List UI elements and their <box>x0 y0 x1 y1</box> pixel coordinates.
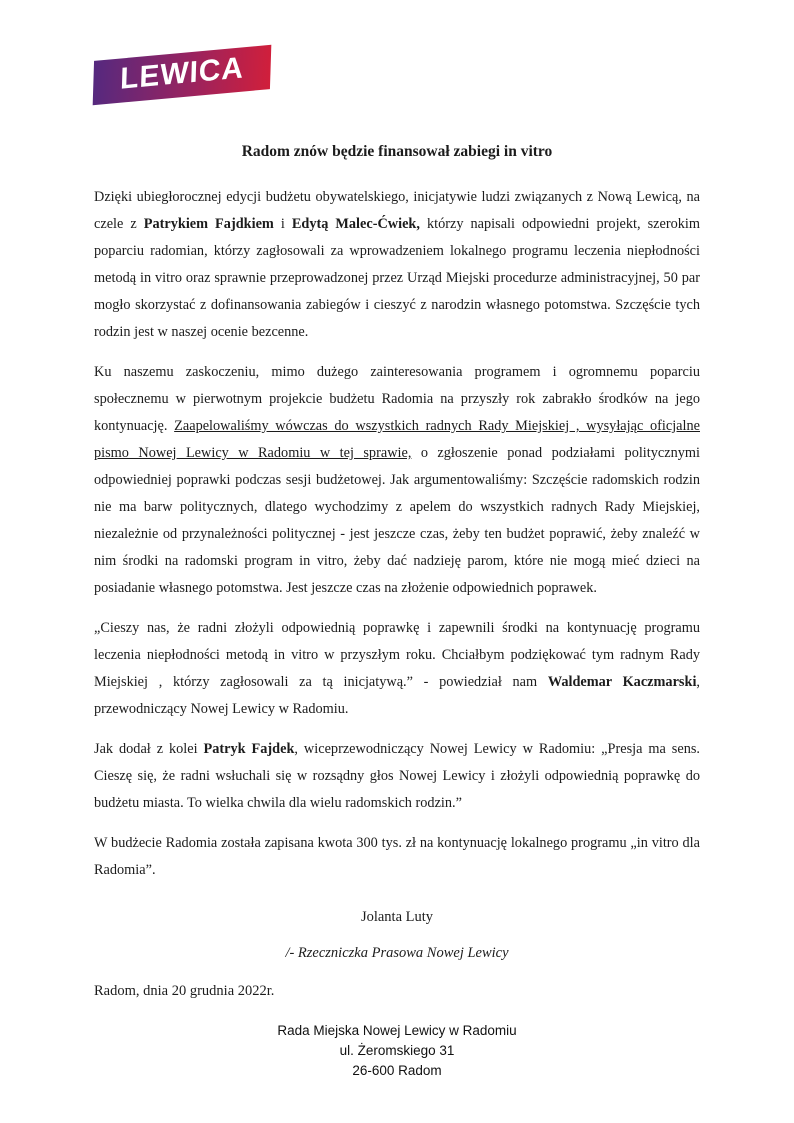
document-body <box>94 141 700 1002</box>
text-segment: Jak dodał z kolei <box>94 741 204 757</box>
text-segment: , wiceprzewodniczący Nowej Lewicy w Radomiu: „Presja ma sens. Cieszę się, że radni wsłuchali się w rozsądny głos Nowej Lewicy i złożyli odpowiednią poprawkę do budżetu miasta. To wielka chwila dla wielu radomskich rodzin.” <box>94 741 700 811</box>
lewica-logo-text: LEWICA <box>119 51 245 96</box>
footer-line-city: 26-600 Radom <box>352 1063 442 1078</box>
lewica-logo <box>93 45 272 105</box>
body-paragraph-2 <box>94 359 700 602</box>
text-segment: Patrykiem Fajdkiem <box>143 216 274 232</box>
text-segment: W budżecie Radomia została zapisana kwota 300 tys. zł na kontynuację lokalnego programu „in vitro dla Radomia”. <box>94 835 700 878</box>
text-segment: i <box>273 216 292 232</box>
document-title: Radom znów będzie finansował zabiegi in vitro <box>241 143 553 160</box>
footer-line-organization: Rada Miejska Nowej Lewicy w Radomiu <box>277 1023 517 1038</box>
text-segment: Edytą Malec-Ćwiek, <box>291 216 420 232</box>
footer-address <box>0 1021 794 1081</box>
text-segment: Patryk Fajdek <box>203 741 295 757</box>
body-paragraph-1 <box>94 184 700 346</box>
signature-role: /- Rzeczniczka Prasowa Nowej Lewicy <box>285 945 509 961</box>
text-segment: o zgłoszenie ponad podziałami politycznymi odpowiedniej poprawki podczas sesji budżetowej. Jak argumentowaliśmy: Szczęście radomskich rodzin nie ma barw politycznych, dlatego wychodzimy z apelem do wszystkich radnych Rady Miejskiej, niezależnie od przynależności politycznej - jest jeszcze czas, żeby ten budżet poprawić, żeby znaleźć w nim środki na radomski program in vitro, żeby dać nadzieję parom, które nie mogą mieć dzieci na posiadanie własnego potomstwa. Jest jeszcze czas na złożenie odpowiednich poprawek. <box>94 445 700 596</box>
body-paragraph-4 <box>94 736 700 817</box>
text-segment: Zaapelowaliśmy wówczas do wszystkich radnych Rady Miejskiej , wysyłając oficjalne pismo Nowej Lewicy w Radomiu w tej sprawie, <box>94 418 700 461</box>
footer-line-street: ul. Żeromskiego 31 <box>339 1043 455 1058</box>
body-paragraph-5 <box>94 830 700 884</box>
text-segment: , przewodniczący Nowej Lewicy w Radomiu. <box>94 674 700 717</box>
text-segment: którzy napisali odpowiedni projekt, szerokim poparciu radomian, którzy zagłosowali za wprowadzeniem lokalnego programu leczenia niepłodności metodą in vitro oraz sprawnie przeprowadzonej przez Urząd Miejski procedurze administracyjnej, 50 par mogło skorzystać z dofinansowania zabiegów i cieszyć z narodzin własnego potomstwa. Szczęście tych rodzin jest w naszej ocenie bezcenne. <box>94 216 700 340</box>
dateline: Radom, dnia 20 grudnia 2022r. <box>94 983 275 999</box>
text-segment: Waldemar Kaczmarski <box>547 674 697 690</box>
body-paragraph-3 <box>94 615 700 723</box>
text-segment: Dzięki ubiegłorocznej edycji budżetu obywatelskiego, inicjatywie ludzi związanych z Nową Lewicą, na czele z <box>94 189 700 232</box>
text-segment: „Cieszy nas, że radni złożyli odpowiednią poprawkę i zapewnili środki na kontynuację programu leczenia niepłodności metodą in vitro w przyszłym roku. Chciałbym podziękować tym radnym Rady Miejskiej , którzy zagłosowali za tą inicjatywą.” - powiedział nam <box>94 620 700 690</box>
text-segment: Ku naszemu zaskoczeniu, mimo dużego zainteresowania programem i ogromnemu poparciu społecznemu w pierwotnym projekcie budżetu Radomia na przyszły rok zabrakło środków na jego kontynuację. <box>94 364 700 434</box>
signature-name: Jolanta Luty <box>360 909 434 925</box>
